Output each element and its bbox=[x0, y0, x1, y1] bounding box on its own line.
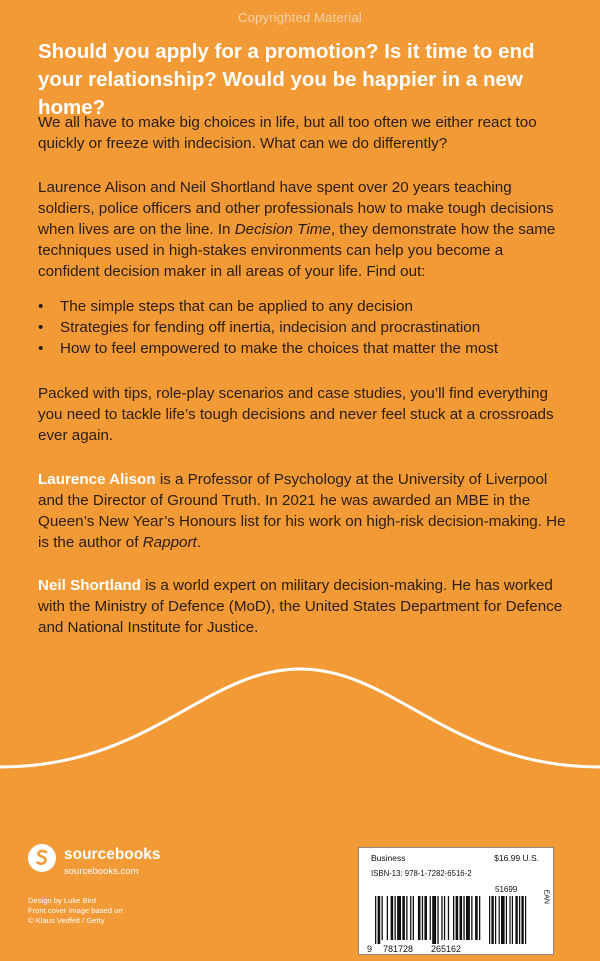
author-bio-alison bbox=[38, 469, 566, 553]
addon-bar bbox=[515, 896, 517, 944]
barcode-bar bbox=[479, 896, 480, 940]
addon-bar bbox=[501, 896, 505, 944]
credit-line: Front cover image based on bbox=[28, 906, 123, 915]
addon-bar bbox=[525, 896, 526, 944]
barcode-bar bbox=[410, 896, 411, 940]
credit-line: © Klaus Vedfelt / Getty bbox=[28, 916, 105, 925]
barcode-bar bbox=[463, 896, 464, 940]
addon-bar bbox=[512, 896, 513, 944]
barcode-bar bbox=[448, 896, 449, 940]
barcode-bar bbox=[471, 896, 472, 940]
barcode-addon-digits: 51699 bbox=[495, 885, 518, 894]
barcode-digit-first: 9 bbox=[367, 944, 373, 954]
bullet-dot: • bbox=[38, 319, 44, 336]
book-title: Decision Time bbox=[234, 221, 331, 238]
bullet-text: How to feel empowered to make the choices that matter the most bbox=[60, 340, 499, 357]
publisher-name: sourcebooks bbox=[64, 846, 161, 863]
barcode-category: Business bbox=[371, 853, 406, 863]
barcode-bar bbox=[378, 896, 381, 944]
bullet-text: The simple steps that can be applied to any decision bbox=[60, 298, 413, 315]
barcode-bar bbox=[437, 896, 438, 944]
author-bio-shortland bbox=[38, 575, 566, 638]
sourcebooks-logo-icon bbox=[28, 844, 56, 872]
bio-end: . bbox=[196, 534, 201, 551]
bio-text: is a Professor of Psychology at the University of Liverpool and the Director of Ground Truth. In 2021 he was awarded an MBE in the Queen’s New Year’s Honours list for his work on high-risk decision-making. He is the author of bbox=[38, 471, 566, 551]
addon-bar bbox=[489, 896, 490, 944]
intro-paragraph: We all have to make big choices in life, but all too often we either react too quickly or freeze with indecision. What can we do differently? bbox=[38, 114, 537, 152]
design-credits bbox=[28, 896, 123, 926]
barcode-bar bbox=[418, 896, 421, 940]
addon-bar bbox=[519, 896, 520, 944]
addon-bar bbox=[491, 896, 493, 944]
barcode-bar bbox=[395, 896, 396, 940]
closing-paragraph: Packed with tips, role-play scenarios and case studies, you’ll find everything you need to tackle life’s tough decisions and never feel stuck at a crossroads ever again. bbox=[38, 385, 554, 444]
publisher-url[interactable]: sourcebooks.com bbox=[64, 866, 139, 877]
addon-bar bbox=[509, 896, 510, 944]
bullet-dot: • bbox=[38, 340, 44, 357]
barcode-bar bbox=[432, 896, 436, 944]
wave-line bbox=[0, 655, 600, 775]
addon-bar bbox=[521, 896, 523, 944]
barcode-bar bbox=[456, 896, 459, 940]
author-name: Laurence Alison bbox=[38, 471, 156, 488]
bullet-item bbox=[38, 317, 566, 338]
bullet-list bbox=[38, 296, 566, 359]
book-rapport: Rapport bbox=[142, 534, 197, 551]
barcode-digits-right: 265162 bbox=[431, 944, 462, 954]
addon-bar bbox=[499, 896, 500, 944]
bullet-item bbox=[38, 338, 566, 359]
bio-text: is a world expert on military decision-making. He has worked with the Ministry of Defence (MoD), the United States Department for Defence and National Institute for Justice. bbox=[38, 577, 563, 636]
barcode-bar bbox=[387, 896, 388, 940]
barcode-bar bbox=[406, 896, 407, 940]
barcode-bar bbox=[375, 896, 376, 944]
barcode-bar bbox=[422, 896, 423, 940]
logo-mark-icon bbox=[28, 844, 56, 872]
barcode-ean: EAN bbox=[542, 889, 549, 904]
barcode-bar bbox=[402, 896, 405, 940]
barcode-bar bbox=[444, 896, 445, 940]
barcode-bar bbox=[460, 896, 463, 940]
barcode-bar bbox=[424, 896, 427, 940]
bullet-dot: • bbox=[38, 298, 44, 315]
barcode-bar bbox=[441, 896, 442, 940]
barcode-bar bbox=[453, 896, 454, 940]
barcode-bar bbox=[413, 896, 414, 940]
bullet-text: Strategies for fending off inertia, indecision and procrastination bbox=[60, 319, 481, 336]
author-name: Neil Shortland bbox=[38, 577, 141, 594]
addon-bar bbox=[506, 896, 507, 944]
barcode-bar bbox=[430, 896, 431, 940]
bullet-item bbox=[38, 296, 566, 317]
barcode-bar bbox=[397, 896, 401, 940]
headline: Should you apply for a promotion? Is it time to end your relationship? Would you be happier in a new home? bbox=[38, 40, 535, 119]
description-part-1: Laurence Alison and Neil Shortland have spent over 20 years teaching soldiers, police officers and other professionals how to make tough decisions when lives are on the line. In bbox=[38, 179, 554, 238]
watermark: Copyrighted Material bbox=[238, 10, 362, 25]
barcode-bar bbox=[466, 896, 470, 940]
description-paragraph bbox=[38, 177, 566, 282]
barcode-graphic bbox=[367, 882, 539, 954]
barcode-bar bbox=[475, 896, 478, 940]
barcode-digits-left: 781728 bbox=[383, 944, 414, 954]
credit-line: Design by Luke Bird bbox=[28, 896, 96, 905]
barcode-isbn: ISBN-13: 978-1-7282-6516-2 bbox=[371, 869, 472, 878]
barcode-price: $16.99 U.S. bbox=[494, 853, 539, 863]
barcode-bar bbox=[391, 896, 394, 940]
barcode-bar bbox=[382, 896, 383, 940]
addon-bar bbox=[495, 896, 496, 944]
barcode-box bbox=[358, 847, 554, 955]
description-part-2: , they demonstrate how the same techniques used in high-stakes environments can help you become a confident decision maker in all areas of your life. Find out: bbox=[38, 221, 556, 280]
